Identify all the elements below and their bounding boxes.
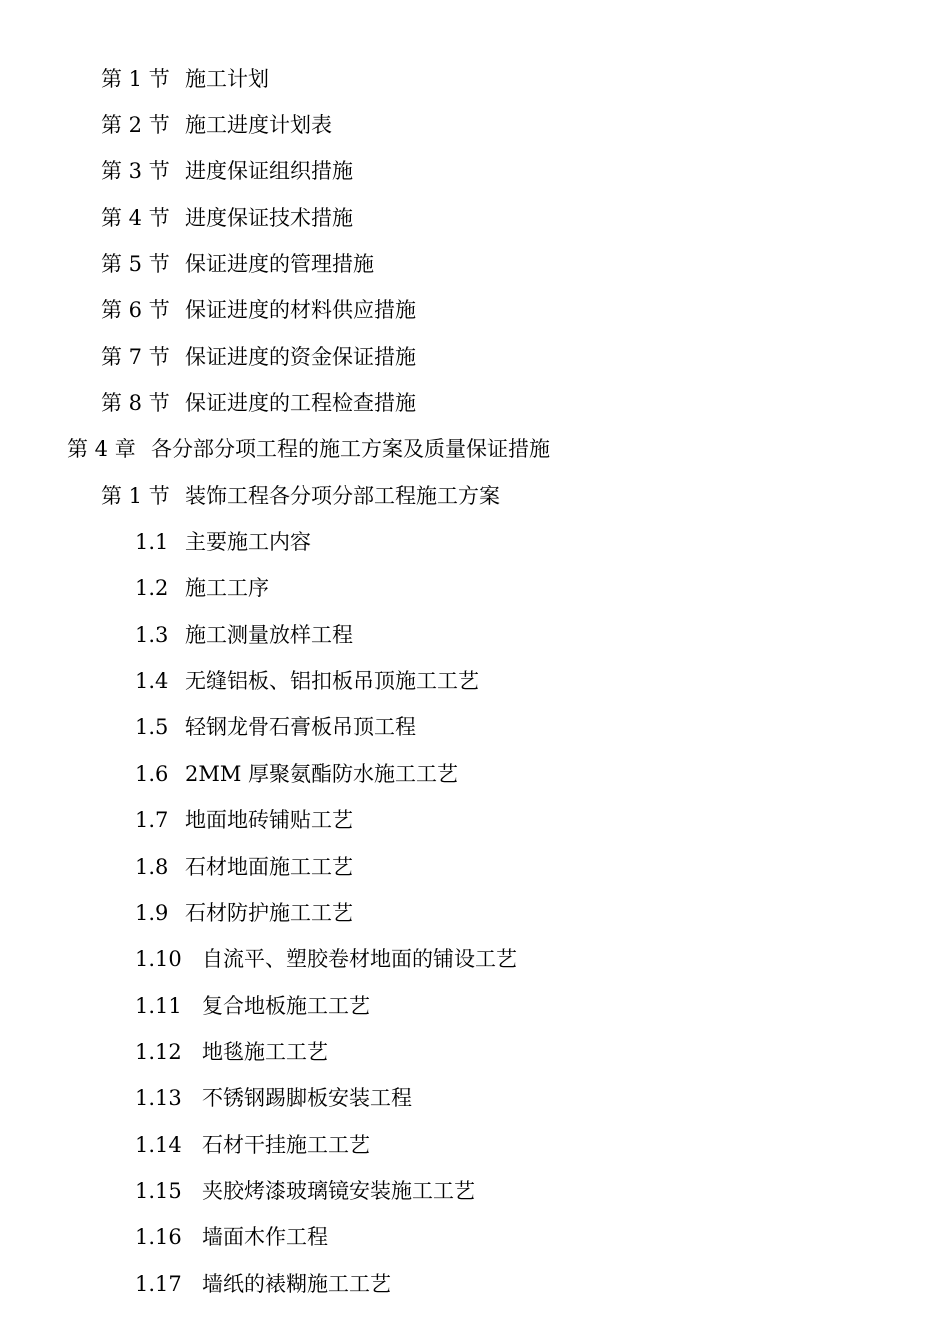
toc-entry-number: 第 6 节: [101, 298, 170, 323]
toc-entry-title: 夹胶烤漆玻璃镜安装施工工艺: [202, 1178, 475, 1203]
toc-entry-number: 第 8 节: [101, 391, 170, 416]
toc-entry-number: 1.4: [135, 669, 169, 694]
toc-subentry[interactable]: [0, 566, 950, 612]
toc-entry[interactable]: [0, 56, 950, 102]
table-of-contents: [0, 56, 950, 1307]
toc-entry-title: 地面地砖铺贴工艺: [185, 808, 353, 833]
toc-entry-number: 1.5: [135, 715, 169, 740]
toc-entry-number: 第 1 节: [101, 483, 170, 508]
toc-subentry[interactable]: [0, 1029, 950, 1075]
toc-entry-number: 第 4 章: [67, 437, 136, 462]
toc-entry-title: 保证进度的材料供应措施: [185, 298, 416, 323]
toc-entry-title: 施工计划: [185, 66, 269, 91]
toc-entry-number: 1.15: [135, 1178, 182, 1203]
toc-entry-number: 第 2 节: [101, 113, 170, 138]
toc-subentry[interactable]: [0, 1076, 950, 1122]
toc-entry-title: 无缝铝板、铝扣板吊顶施工工艺: [185, 669, 479, 694]
toc-entry-title: 复合地板施工工艺: [202, 993, 370, 1018]
toc-subentry[interactable]: [0, 937, 950, 983]
toc-subentry[interactable]: [0, 519, 950, 565]
toc-entry-title: 主要施工内容: [185, 530, 311, 555]
toc-subentry[interactable]: [0, 1261, 950, 1307]
toc-entry-number: 1.3: [135, 622, 169, 647]
toc-entry-title: 保证进度的管理措施: [185, 252, 374, 277]
toc-entry-title: 墙面木作工程: [202, 1225, 328, 1250]
toc-entry-number: 1.12: [135, 1039, 182, 1064]
toc-entry-number: 1.2: [135, 576, 169, 601]
toc-subentry[interactable]: [0, 1215, 950, 1261]
toc-subentry[interactable]: [0, 844, 950, 890]
toc-entry-number: 1.13: [135, 1086, 182, 1111]
toc-entry-title: 施工测量放样工程: [185, 622, 353, 647]
toc-entry-number: 1.11: [135, 993, 182, 1018]
toc-entry-title: 墙纸的裱糊施工工艺: [202, 1271, 391, 1296]
toc-entry-number: 第 7 节: [101, 344, 170, 369]
toc-entry-number: 第 4 节: [101, 205, 170, 230]
toc-entry[interactable]: [0, 288, 950, 334]
toc-entry-title: 进度保证技术措施: [185, 205, 353, 230]
toc-entry-number: 1.7: [135, 808, 169, 833]
toc-entry-number: 1.1: [135, 530, 169, 555]
toc-entry-title: 进度保证组织措施: [185, 159, 353, 184]
toc-entry-number: 1.9: [135, 900, 169, 925]
toc-entry-number: 第 3 节: [101, 159, 170, 184]
toc-entry-number: 第 1 节: [101, 66, 170, 91]
toc-entry-title: 保证进度的资金保证措施: [185, 344, 416, 369]
toc-entry[interactable]: [0, 102, 950, 148]
toc-entry[interactable]: [0, 380, 950, 426]
toc-entry-number: 1.10: [135, 947, 182, 972]
toc-entry-title: 施工工序: [185, 576, 269, 601]
toc-entry-number: 第 5 节: [101, 252, 170, 277]
toc-subentry[interactable]: [0, 705, 950, 751]
toc-entry-title: 不锈钢踢脚板安装工程: [202, 1086, 412, 1111]
toc-entry[interactable]: [0, 334, 950, 380]
toc-entry-title: 石材防护施工工艺: [185, 900, 353, 925]
toc-entry-title: 地毯施工工艺: [202, 1039, 328, 1064]
toc-entry-title: 施工进度计划表: [185, 113, 332, 138]
toc-entry[interactable]: [0, 241, 950, 287]
toc-entry[interactable]: [0, 195, 950, 241]
toc-entry-title: 石材干挂施工工艺: [202, 1132, 370, 1157]
toc-subentry[interactable]: [0, 658, 950, 704]
toc-entry-number: 1.16: [135, 1225, 182, 1250]
toc-subentry[interactable]: [0, 890, 950, 936]
toc-subentry[interactable]: [0, 612, 950, 658]
toc-entry-number: 1.14: [135, 1132, 182, 1157]
toc-entry-title: 装饰工程各分项分部工程施工方案: [185, 483, 500, 508]
toc-subentry[interactable]: [0, 798, 950, 844]
toc-entry-number: 1.6: [135, 761, 169, 786]
toc-entry[interactable]: [0, 149, 950, 195]
toc-entry-number: 1.8: [135, 854, 169, 879]
toc-entry-title: 2MM 厚聚氨酯防水施工工艺: [185, 761, 459, 786]
toc-subentry[interactable]: [0, 1168, 950, 1214]
toc-entry-title: 石材地面施工工艺: [185, 854, 353, 879]
toc-entry-title: 各分部分项工程的施工方案及质量保证措施: [151, 437, 550, 462]
toc-entry-title: 自流平、塑胶卷材地面的铺设工艺: [202, 947, 517, 972]
toc-chapter-entry[interactable]: [0, 427, 950, 473]
toc-subentry[interactable]: [0, 751, 950, 797]
toc-entry-number: 1.17: [135, 1271, 182, 1296]
toc-entry-title: 保证进度的工程检查措施: [185, 391, 416, 416]
toc-entry[interactable]: [0, 473, 950, 519]
toc-entry-title: 轻钢龙骨石膏板吊顶工程: [185, 715, 416, 740]
toc-subentry[interactable]: [0, 1122, 950, 1168]
toc-subentry[interactable]: [0, 983, 950, 1029]
